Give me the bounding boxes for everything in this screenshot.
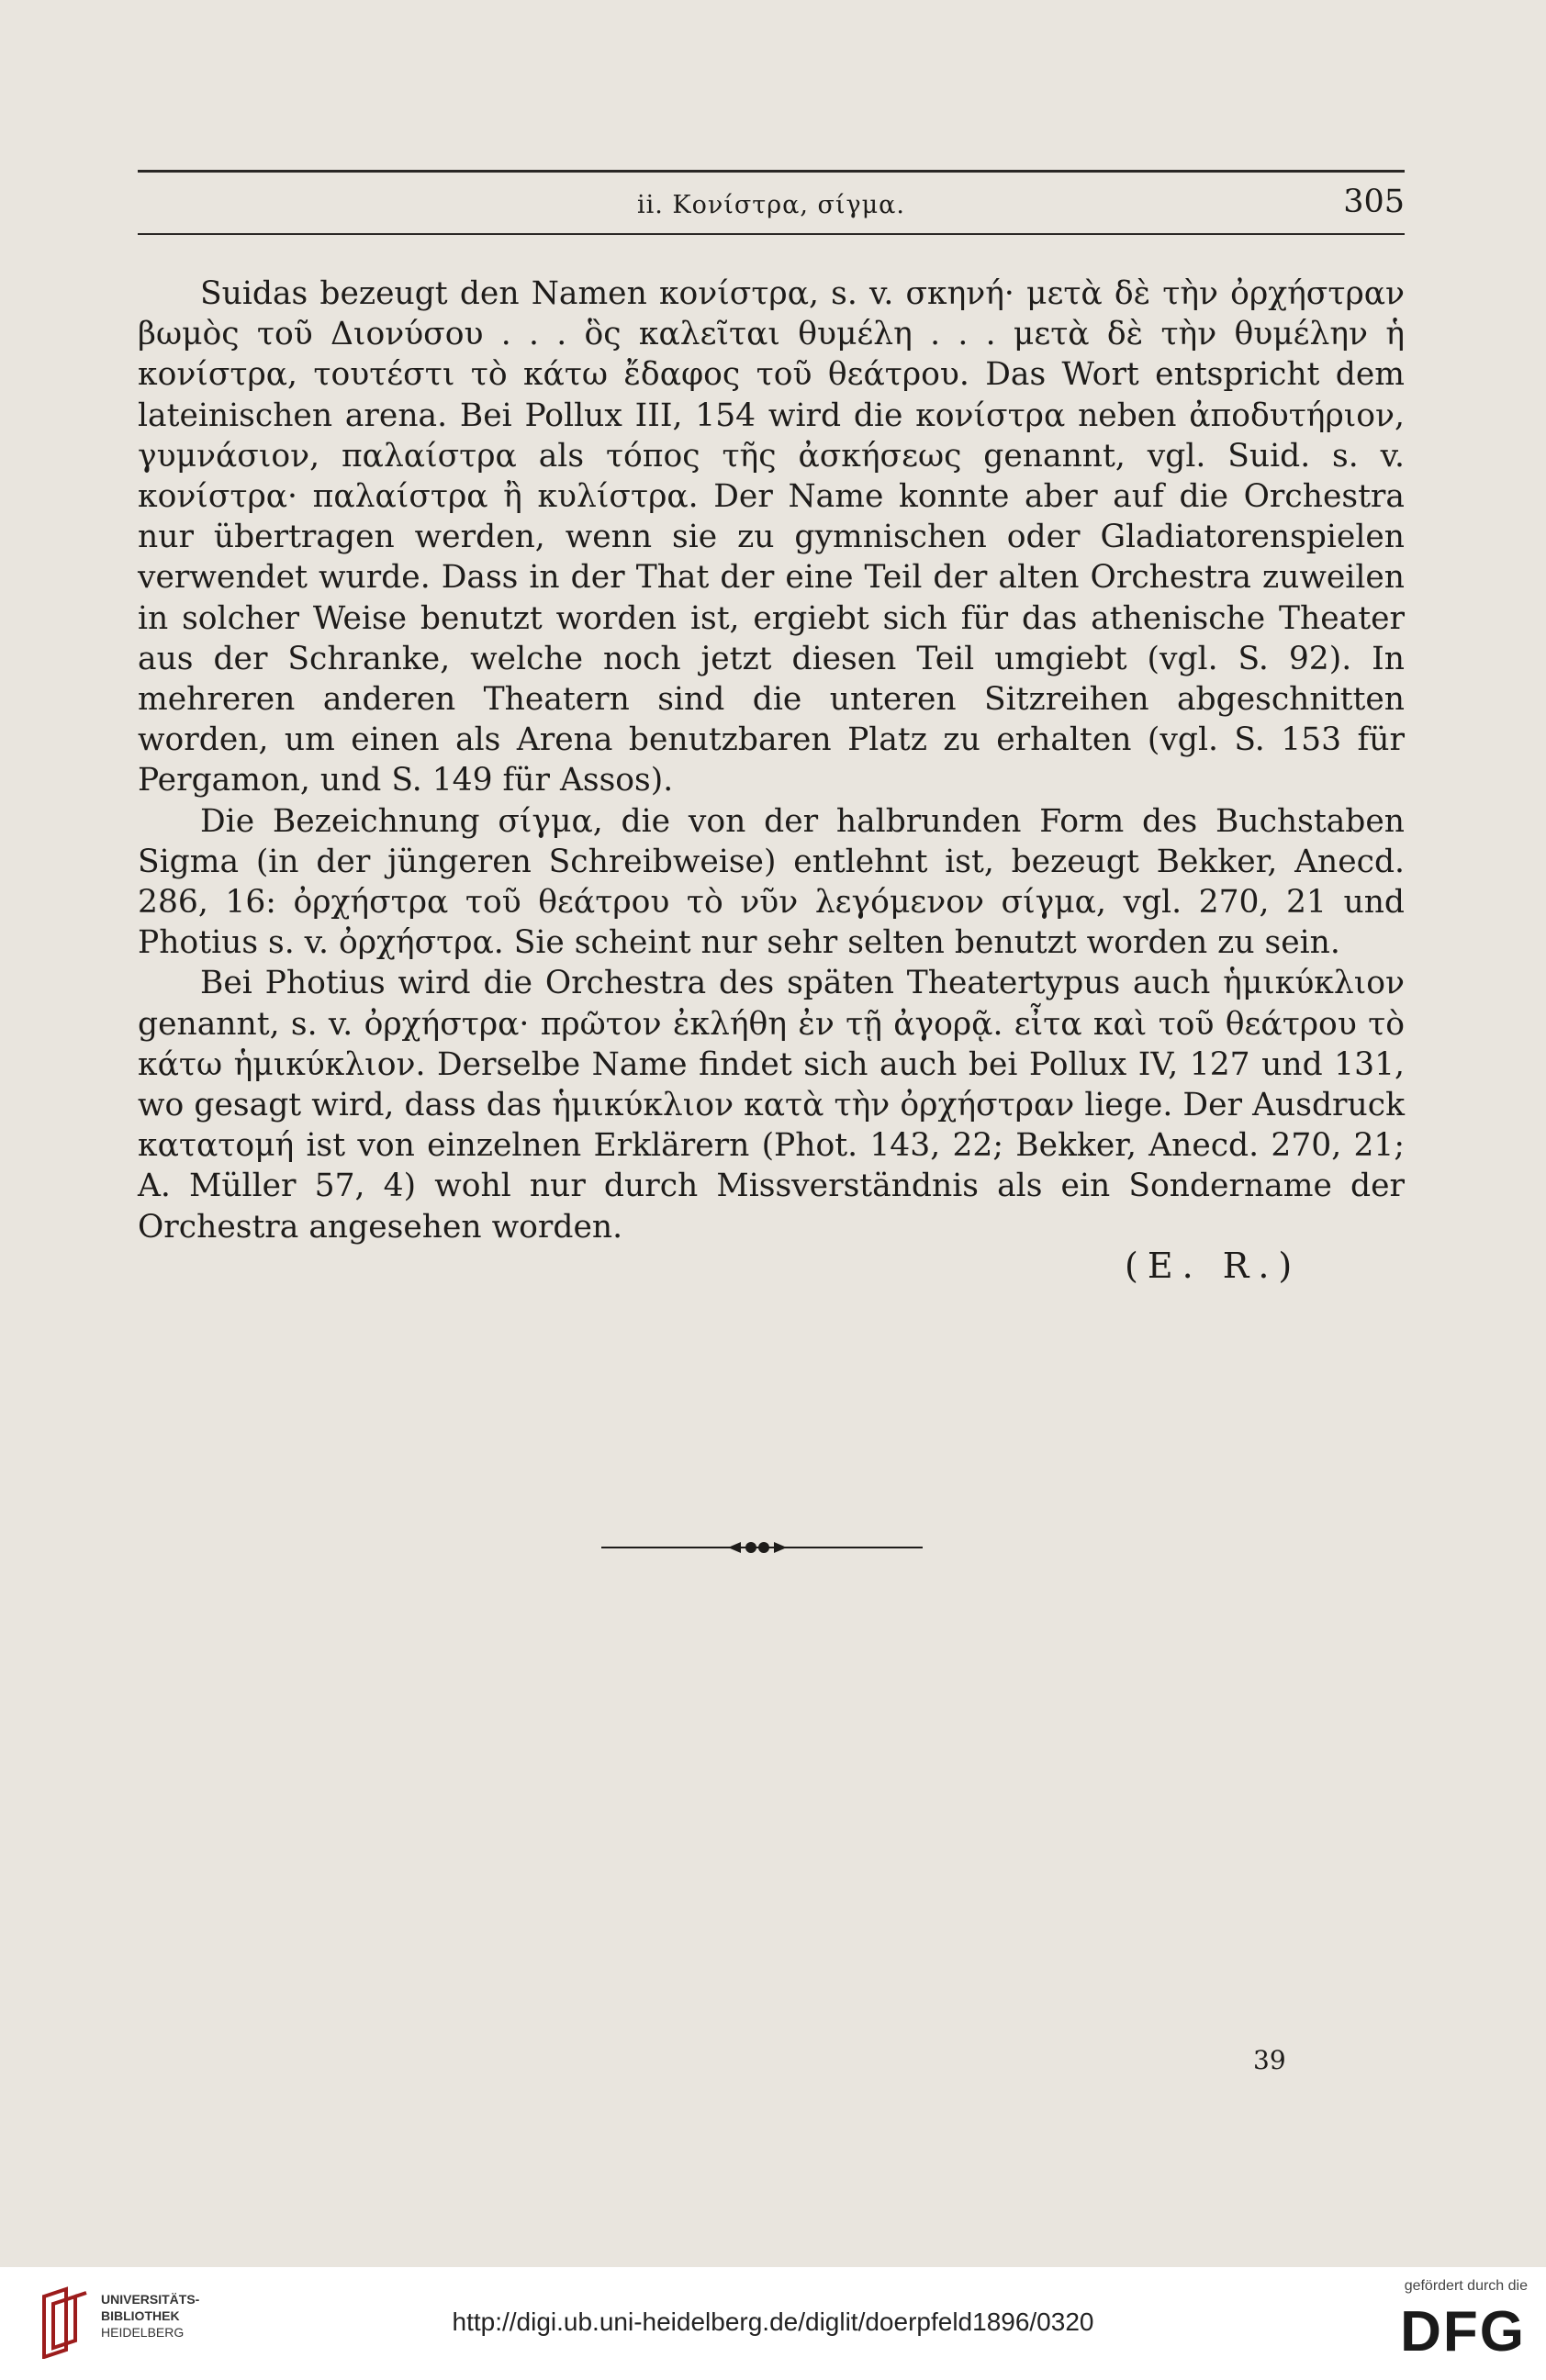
library-name-line: HEIDELBERG [101,2325,185,2340]
ornament-divider [601,1538,923,1557]
paragraph: Bei Photius wird die Orchestra des späten Theatertypus auch ἡμικύκλιον genannt, s. v. ὀρχήστρα· πρῶτον ἐκλήθη ἐν τῇ ἀγορᾷ. εἶτα καὶ τοῦ θεάτρου τὸ κάτω ἡμικύκλιον. Derselbe Name findet sich auch bei Pollux IV, 127 und 131, wo gesagt wird, dass das ἡμικύκλιον κατὰ τὴν ὀρχήστραν liege. Der Ausdruck κατατομή ist von einzelnen Erklärern (Phot. 143, 22; Bekker, Anecd. 270, 21; A. Müller 57, 4) wohl nur durch Missverständnis als ein Sondername der Orchestra angesehen worden. [138,965,1405,1246]
library-name-line: BIBLIOTHEK [101,2308,180,2323]
signature-mark: 39 [1253,2045,1286,2075]
author-initials: (E. R.) [1125,1246,1302,1286]
library-name-line: UNIVERSITÄTS- [101,2292,200,2307]
permalink[interactable]: http://digi.ub.uni-heidelberg.de/diglit/doerpfeld1896/0320 [452,2307,1094,2336]
header-rule-bottom [138,233,1405,235]
funder-caption: gefördert durch die [1404,2278,1528,2294]
header-rule-top [138,170,1405,173]
paragraph: Die Bezeichnung σίγμα, die von der halbrunden Form des Buchstaben Sigma (in der jüngeren Schreibweise) entlehnt ist, bezeugt Bekker, Anecd. 286, 16: ὀρχήστρα τοῦ θεάτρου τὸ νῦν λεγόμενον σίγμα, vgl. 270, 21 und Photius s. v. ὀρχήστρα. Sie scheint nur sehr selten benutzt worden zu sein. [138,802,1405,962]
paragraph: Suidas bezeugt den Namen κονίστρα, s. v. σκηνή· μετὰ δὲ τὴν ὀρχήστραν βωμὸς τοῦ Διονύσου . . . ὃς καλεῖται θυμέλη . . . μετὰ δὲ τὴν θυμέλην ἡ κονίστρα, τουτέστι τὸ κάτω ἔδαφος τοῦ θεάτρου. Das Wort entspricht dem lateinischen arena. Bei Pollux III, 154 wird die κονίστρα neben ἀποδυτήριον, γυμνάσιον, παλαίστρα als τόπος τῆς ἀσκήσεως genannt, vgl. Suid. s. v. κονίστρα· παλαίστρα ἢ κυλίστρα. Der Name konnte aber auf die Orchestra nur übertragen werden, wenn sie zu gymnischen oder Gladiatorenspielen verwendet wurde. Dass in der That der eine Teil der alten Orchestra zuweilen in solcher Weise benutzt worden ist, ergiebt sich für das athenische Theater aus der Schranke, welche noch jetzt diesen Teil umgiebt (vgl. S. 92). In mehreren anderen Theatern sind die unteren Sitzreihen abgeschnitten worden, um einen als Arena benutzbaren Platz zu erhalten (vgl. S. 153 für Pergamon, und S. 149 für Assos). [138,275,1405,799]
page-number: 305 [1343,184,1405,220]
running-head [138,184,1405,229]
digitization-footer [0,2267,1546,2380]
body-text [138,274,1405,1247]
running-head-title: ii. Κονίστρα, σίγμα. [636,191,906,219]
dfg-logo: DFG [1400,2300,1526,2363]
